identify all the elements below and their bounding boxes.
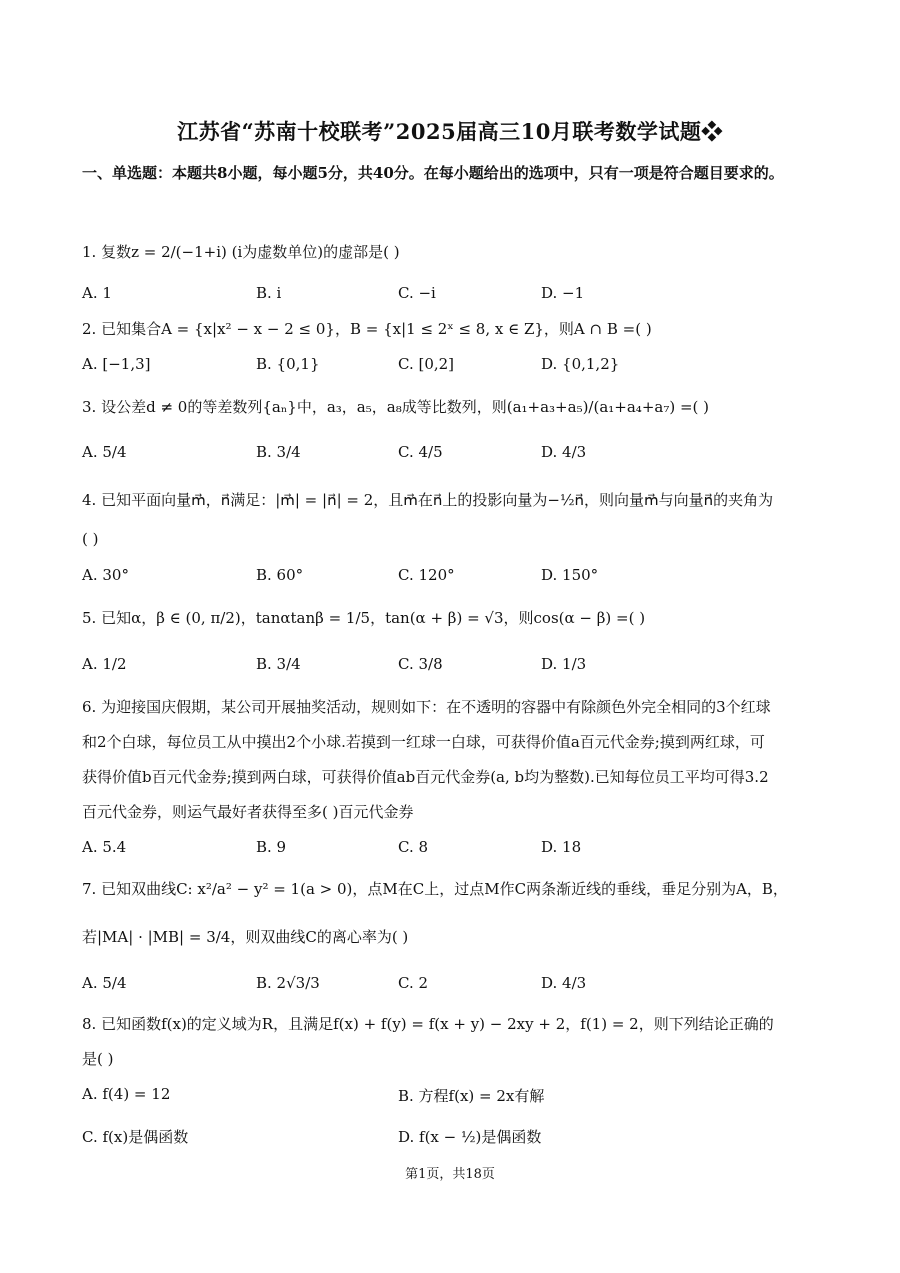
section-heading: 一、单选题：本题共8小题，每小题5分，共40分。在每小题给出的选项中，只有一项是符合题目要求的。 [82,164,784,182]
question-4-stem-line-1: 4. 已知平面向量m⃗，n⃗满足：|m⃗| = |n⃗| = 2，且m⃗在n⃗上的投影向量为−½n⃗，则向量m⃗与向量n⃗的夹角为 [82,491,774,509]
question-6-stem-line-4: 百元代金券，则运气最好者获得至多( )百元代金券 [82,803,414,821]
q4-option-d: D. 150° [541,566,599,584]
q3-option-b: B. 3/4 [256,443,301,461]
question-4-stem-line-2: ( ) [82,530,99,548]
q3-option-a: A. 5/4 [82,443,127,461]
q6-option-c: C. 8 [398,838,429,856]
q3-option-c: C. 4/5 [398,443,443,461]
q2-option-a: A. [−1,3] [82,355,151,373]
page-footer: 第1页，共18页 [405,1167,495,1182]
question-3-stem: 3. 设公差d ≠ 0的等差数列{aₙ}中，a₃，a₅，a₈成等比数列，则(a₁+a₃+a₅)/(a₁+a₄+a₇) =( ) [82,398,709,416]
q6-option-b: B. 9 [256,838,287,856]
q5-option-a: A. 1/2 [82,655,127,673]
q5-option-d: D. 1/3 [541,655,587,673]
q4-option-a: A. 30° [82,566,129,584]
q7-option-d: D. 4/3 [541,974,587,992]
q6-option-d: D. 18 [541,838,582,856]
q2-option-c: C. [0,2] [398,355,455,373]
question-5-stem: 5. 已知α，β ∈ (0, π/2)，tanαtanβ = 1/5，tan(α + β) = √3，则cos(α − β) =( ) [82,609,646,627]
q1-option-b: B. i [256,284,282,302]
q8-option-d: D. f(x − ½)是偶函数 [398,1128,542,1146]
q5-option-c: C. 3/8 [398,655,443,673]
q5-option-b: B. 3/4 [256,655,301,673]
question-8-stem-line-2: 是( ) [82,1050,114,1068]
q7-option-b: B. 2√3/3 [256,974,320,992]
q4-option-c: C. 120° [398,566,455,584]
question-6-stem-line-2: 和2个白球，每位员工从中摸出2个小球.若摸到一红球一白球，可获得价值a百元代金券;摸到两红球，可 [82,733,765,751]
question-8-stem-line-1: 8. 已知函数f(x)的定义域为R，且满足f(x) + f(y) = f(x + y) − 2xy + 2，f(1) = 2，则下列结论正确的 [82,1015,774,1033]
q1-option-a: A. 1 [82,284,112,302]
question-7-stem-line-1: 7. 已知双曲线C: x²/a² − y² = 1(a > 0)，点M在C上，过点M作C两条渐近线的垂线，垂足分别为A，B， [82,880,788,898]
q2-option-d: D. {0,1,2} [541,355,620,373]
q1-option-c: C. −i [398,284,436,302]
q8-option-b: B. 方程f(x) = 2x有解 [398,1087,545,1105]
q4-option-b: B. 60° [256,566,304,584]
question-7-stem-line-2: 若|MA| · |MB| = 3/4，则双曲线C的离心率为( ) [82,928,409,946]
q3-option-d: D. 4/3 [541,443,587,461]
question-6-stem-line-1: 6. 为迎接国庆假期，某公司开展抽奖活动，规则如下：在不透明的容器中有除颜色外完全相同的3个红球 [82,698,771,716]
q2-option-b: B. {0,1} [256,355,320,373]
q6-option-a: A. 5.4 [82,838,127,856]
question-2-stem: 2. 已知集合A = {x|x² − x − 2 ≤ 0}，B = {x|1 ≤ 2ˣ ≤ 8, x ∈ Z}，则A ∩ B =( ) [82,320,652,338]
q8-option-c: C. f(x)是偶函数 [82,1128,189,1146]
question-1-stem: 1. 复数z = 2/(−1+i) (i为虚数单位)的虚部是( ) [82,243,400,261]
q7-option-a: A. 5/4 [82,974,127,992]
q1-option-d: D. −1 [541,284,585,302]
question-6-stem-line-3: 获得价值b百元代金券;摸到两白球，可获得价值ab百元代金券(a, b均为整数).已知每位员工平均可得3.2 [82,768,769,786]
q8-option-a: A. f(4) = 12 [82,1085,171,1103]
q7-option-c: C. 2 [398,974,429,992]
exam-title: 江苏省“苏南十校联考”2025届高三10月联考数学试题❖ [177,119,723,144]
